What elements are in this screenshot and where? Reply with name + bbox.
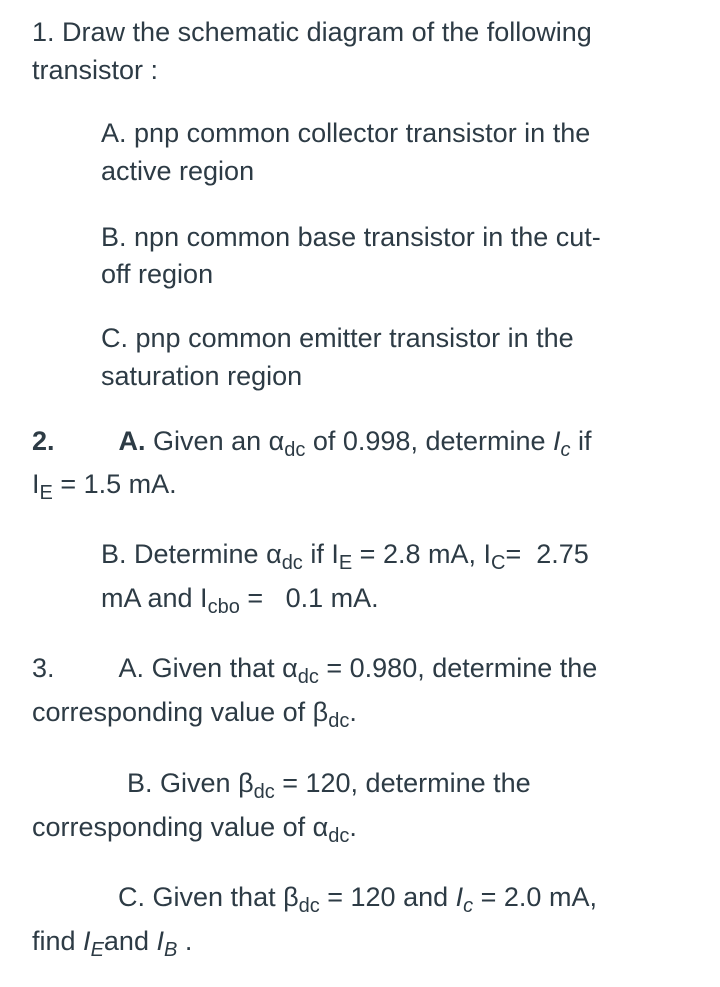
q1-item-b-text: npn common base transistor in the cut- (134, 222, 601, 252)
q3-a-line2-sub: dc (328, 710, 350, 732)
q2-b-line2-a: mA and I (101, 583, 208, 613)
q3-c-text1: Given that β (152, 882, 299, 912)
q2-b-sub2: E (338, 552, 353, 574)
q3-a-line1 (32, 649, 597, 687)
q3-a-text2: = 0.980, determine the (318, 653, 598, 683)
q3-b-line2 (32, 808, 357, 846)
q2-a-var-ic: I (553, 426, 561, 456)
q1-item-c-label: C. (101, 323, 128, 353)
q2-b-line2-sub: cbo (207, 596, 240, 618)
q1-prompt-line2: transistor : (32, 55, 159, 85)
q3-c-label: C. (118, 882, 145, 912)
q2-b-text1: Determine α (134, 539, 282, 569)
q3-c-var-ie-sub: E (90, 939, 104, 961)
q1-prompt-line1 (32, 13, 592, 51)
q3-b-label: B. (127, 768, 153, 798)
q1-item-a-line1 (101, 114, 590, 152)
q3-c-text2: = 120 and (319, 882, 456, 912)
q3-a-line2-end: . (349, 697, 357, 727)
q3-b-line2-text: corresponding value of α (32, 812, 329, 842)
q2-b-label: B. (101, 539, 127, 569)
q2-a-text2: of 0.998, determine (305, 426, 554, 456)
q2-b-sub3: C (490, 552, 506, 574)
q3-number: 3. (32, 653, 55, 683)
q3-c-line2-a: find (32, 926, 84, 956)
q1-item-c-text: pnp common emitter transistor in the (135, 323, 574, 353)
q3-a-line2 (32, 693, 357, 731)
q2-a-line2-rest: = 1.5 mA. (52, 469, 177, 499)
q3-c-var-ib: I (156, 926, 164, 956)
q2-b-line2-b: = 0.1 mA. (239, 583, 379, 613)
q3-c-var-ie: I (83, 926, 91, 956)
q3-c-line2-b: and (103, 926, 157, 956)
q3-b-line1 (127, 764, 531, 802)
q2-b-sub1: dc (281, 552, 303, 574)
q1-number: 1. (32, 17, 55, 47)
q3-a-sub1: dc (297, 666, 319, 688)
q1-item-a-line2: active region (101, 156, 255, 186)
q3-c-line2 (32, 922, 192, 960)
q3-c-line1 (118, 878, 597, 916)
q1-item-b-label: B. (101, 222, 127, 252)
q3-a-label: A. (118, 653, 145, 683)
q2-a-text3: if (570, 426, 592, 456)
q2-a-line2 (32, 465, 177, 503)
q3-b-sub1: dc (253, 781, 275, 803)
q1-item-b-line1 (101, 218, 601, 256)
q2-b-text2: if I (302, 539, 339, 569)
q3-a-text1: Given that α (151, 653, 298, 683)
q2-a-line2-var: I (32, 469, 40, 499)
q1-item-c-line1 (101, 319, 574, 357)
q2-b-text3: = 2.8 mA, I (352, 539, 491, 569)
q1-item-a-text: pnp common collector transistor in the (134, 118, 591, 148)
q3-a-line2-text: corresponding value of β (32, 697, 329, 727)
q2-a-var-ic-sub: c (560, 439, 571, 461)
q3-c-text3: = 2.0 mA, (473, 882, 597, 912)
q3-b-line2-end: . (349, 812, 357, 842)
q2-b-text4: = 2.75 (505, 539, 589, 569)
q3-c-var-ib-sub: B (163, 939, 178, 961)
q2-a-text1: Given an α (153, 426, 285, 456)
q3-b-text1: Given β (160, 768, 254, 798)
q2-a-line2-sub: E (39, 482, 53, 504)
q3-c-var-ic-sub: c (463, 895, 474, 917)
q2-b-line1 (101, 535, 589, 573)
q3-b-line2-sub: dc (328, 825, 350, 847)
q3-c-line2-end: . (177, 926, 193, 956)
q2-a-line1 (32, 422, 592, 460)
q3-c-var-ic: I (455, 882, 464, 912)
q3-c-sub1: dc (298, 895, 320, 917)
q2-number: 2. (32, 426, 55, 456)
q1-item-b-line2: off region (101, 259, 214, 289)
q1-item-a-label: A. (101, 118, 127, 148)
q2-a-sub1: dc (284, 439, 306, 461)
q3-b-text2: = 120, determine the (274, 768, 531, 798)
q2-b-line2 (101, 579, 379, 617)
q1-item-c-line2: saturation region (101, 361, 303, 391)
q1-prompt: Draw the schematic diagram of the following (62, 17, 592, 47)
q2-a-label: A. (118, 426, 146, 456)
